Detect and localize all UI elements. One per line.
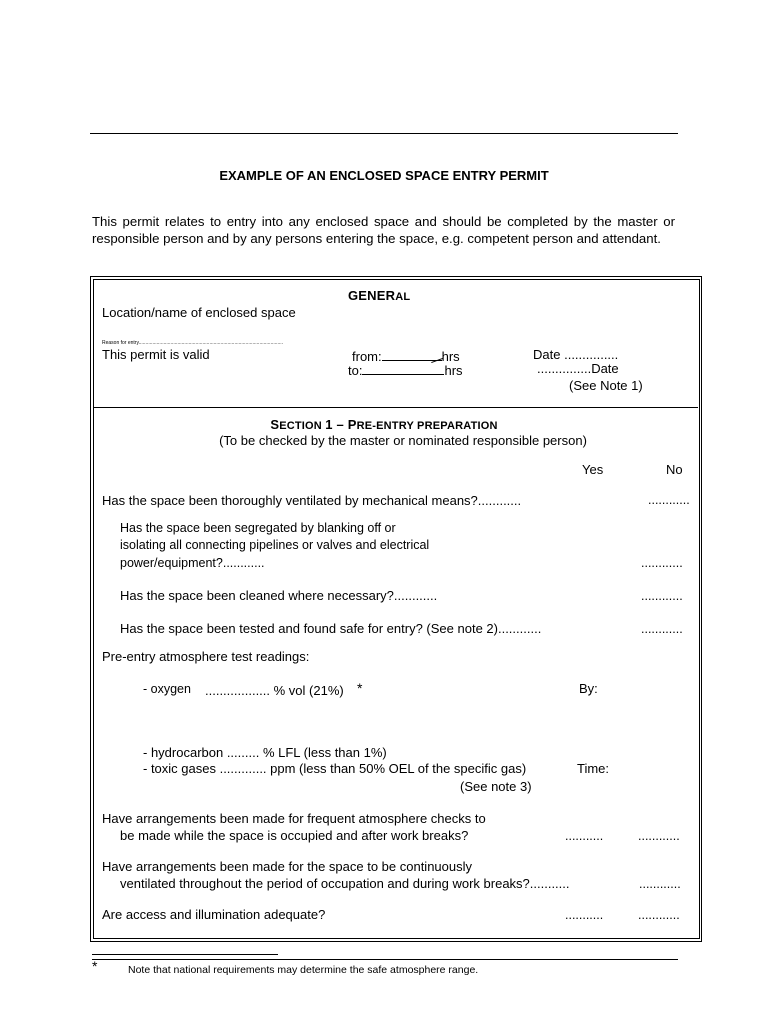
toxic-gases-reading[interactable]: - toxic gases ............. ppm (less than 50% OEL of the specific gas) <box>143 761 527 776</box>
question-ventilated: Has the space been thoroughly ventilated by mechanical means?............ <box>102 493 522 508</box>
date-field-2[interactable]: ...............Date <box>537 361 619 376</box>
question-segregated-line1: Has the space been segregated by blanking off or <box>120 521 396 535</box>
general-heading: GENERAL <box>348 288 411 303</box>
date-field-1[interactable]: Date ............... <box>533 347 619 362</box>
question-atmosphere-checks-line1: Have arrangements been made for frequent atmosphere checks to <box>102 811 486 826</box>
section-divider <box>93 407 698 408</box>
answer-no-ventilated[interactable]: ............ <box>648 493 690 507</box>
answer-no-continuous-ventilation[interactable]: ............ <box>639 877 681 891</box>
reason-for-entry: Reason for entry........................................................................................................ <box>102 340 284 346</box>
question-continuous-ventilation-line2: ventilated throughout the period of occupation and during work breaks?........... <box>120 876 570 891</box>
footnote-text: Note that national requirements may determine the safe atmosphere range. <box>128 964 479 976</box>
readings-label: Pre-entry atmosphere test readings: <box>102 649 310 664</box>
header-rule <box>90 133 678 134</box>
answer-no-access-illumination[interactable]: ............ <box>638 908 680 922</box>
no-column-header: No <box>666 462 683 477</box>
section1-heading: SECTION 1 – PRE-ENTRY PREPARATION <box>270 417 498 432</box>
see-note-1: (See Note 1) <box>569 378 643 393</box>
valid-label: This permit is valid <box>102 347 210 362</box>
yes-column-header: Yes <box>582 462 604 477</box>
hydrocarbon-reading[interactable]: - hydrocarbon ......... % LFL (less than 1%) <box>143 745 387 760</box>
by-label: By: <box>579 681 598 696</box>
answer-no-segregated[interactable]: ............ <box>641 556 683 570</box>
answer-no-cleaned[interactable]: ............ <box>641 589 683 603</box>
answer-no-tested[interactable]: ............ <box>641 622 683 636</box>
from-input-line[interactable] <box>382 347 442 361</box>
answer-no-atmosphere-checks[interactable]: ............ <box>638 829 680 843</box>
from-label: from: <box>352 349 382 364</box>
hrs-label-1: hrs <box>441 349 460 364</box>
hrs-label-2: hrs <box>444 363 463 378</box>
see-note-3: (See note 3) <box>460 779 532 794</box>
to-label: to: <box>348 363 363 378</box>
oxygen-label: - oxygen <box>143 682 191 696</box>
question-segregated-line2: isolating all connecting pipelines or valves and electrical <box>120 538 430 552</box>
question-atmosphere-checks-line2: be made while the space is occupied and after work breaks? <box>120 828 469 843</box>
answer-yes-access-illumination[interactable]: ........... <box>565 908 604 922</box>
footer-rule <box>92 959 678 960</box>
question-continuous-ventilation-line1: Have arrangements been made for the space to be continuously <box>102 859 473 874</box>
to-input-line[interactable] <box>362 361 444 375</box>
oxygen-reading[interactable]: .................. % vol (21%) <box>205 683 344 698</box>
answer-yes-atmosphere-checks[interactable]: ........... <box>565 829 604 843</box>
question-cleaned: Has the space been cleaned where necessary?............ <box>120 588 438 603</box>
location-label: Location/name of enclosed space <box>102 305 296 320</box>
footnote-separator <box>92 954 278 955</box>
section1-subtitle: (To be checked by the master or nominated responsible person) <box>219 433 587 448</box>
footnote-marker: * <box>92 958 98 974</box>
page-title: EXAMPLE OF AN ENCLOSED SPACE ENTRY PERMIT <box>219 168 549 183</box>
question-tested: Has the space been tested and found safe for entry? (See note 2)............ <box>120 621 542 636</box>
oxygen-footnote-star: * <box>357 680 363 696</box>
to-field[interactable] <box>348 361 463 378</box>
intro-paragraph: This permit relates to entry into any enclosed space and should be completed by the master or responsible person and by any persons entering the space, e.g. competent person and attendant. <box>92 214 675 246</box>
question-segregated-line3: power/equipment?............ <box>120 556 265 570</box>
question-access-illumination: Are access and illumination adequate? <box>102 907 326 922</box>
time-label: Time: <box>577 761 610 776</box>
